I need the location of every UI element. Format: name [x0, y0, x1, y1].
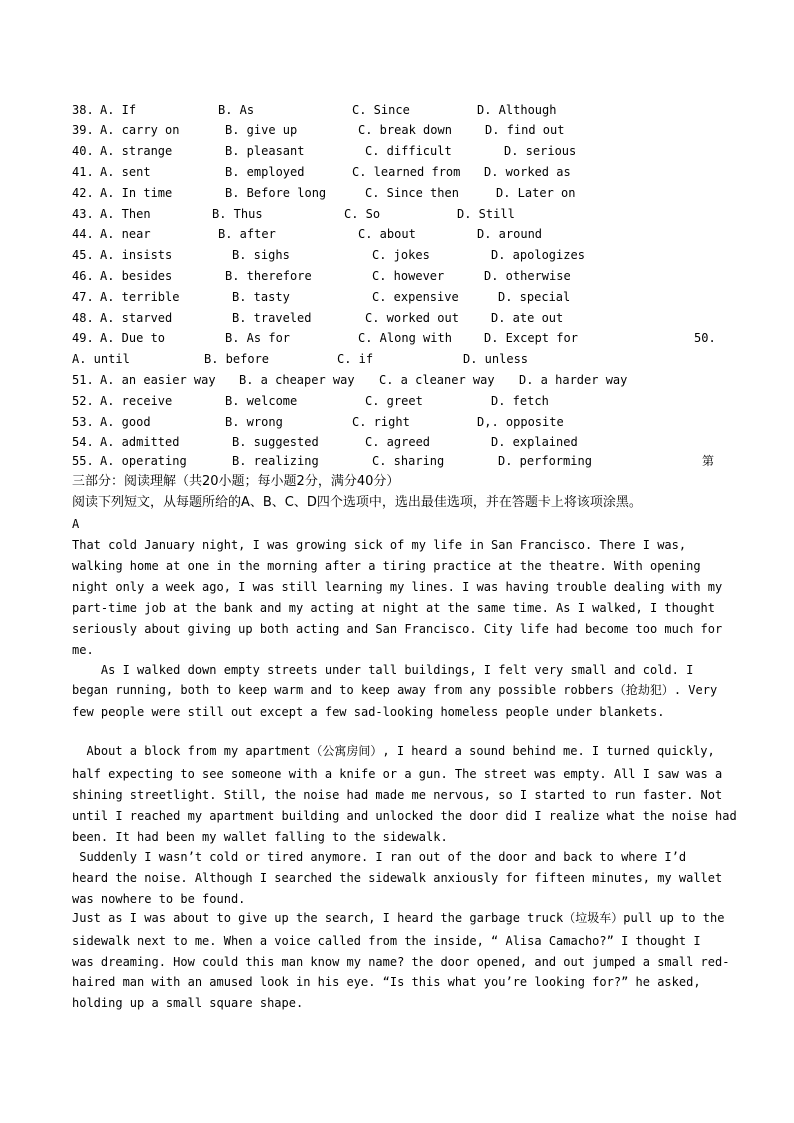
option-a: A. besides — [100, 269, 173, 283]
option-b: B. employed — [225, 165, 305, 179]
option-c: C. jokes — [372, 248, 430, 262]
option-b: B. As — [218, 103, 255, 117]
option-d: D. fetch — [491, 394, 549, 408]
option-a: A. Then — [100, 207, 151, 221]
question-number: 48. — [72, 311, 94, 325]
option-c: C. expensive — [372, 290, 459, 304]
option-a: A. receive — [100, 394, 173, 408]
option-c: C. agreed — [365, 435, 431, 449]
passage-line: was dreaming. How could this man know my name? the door opened, and out jumped a small red- — [72, 955, 730, 969]
question-number: 45. — [72, 248, 94, 262]
question-number: 43. — [72, 207, 94, 221]
option-a: A. an easier way — [100, 373, 216, 387]
option-d: D. serious — [504, 144, 577, 158]
option-c: C. Since — [352, 103, 410, 117]
question-number: 39. — [72, 123, 94, 137]
passage-line: That cold January night, I was growing sick of my life in San Francisco. There I was, — [72, 538, 687, 552]
option-d: D. Still — [457, 207, 515, 221]
option-b: B. As for — [225, 331, 291, 345]
option-a: A. insists — [100, 248, 173, 262]
option-d: D,. opposite — [477, 415, 564, 429]
option-b: B. Thus — [212, 207, 263, 221]
option-b: B. after — [218, 227, 276, 241]
option-c: C. Since then — [365, 186, 459, 200]
passage-line: half expecting to see someone with a knife or a gun. The street was empty. All I saw was a — [72, 767, 723, 781]
option-a: A. near — [100, 227, 151, 241]
passage-line: until I reached my apartment building and unlocked the door did I realize what the noise had — [72, 809, 737, 823]
question-number: 51. — [72, 373, 94, 387]
option-b: B. tasty — [232, 290, 290, 304]
option-d: D. Although — [477, 103, 557, 117]
question-number: 47. — [72, 290, 94, 304]
option-d: D. ate out — [491, 311, 564, 325]
passage-line: me. — [72, 643, 94, 657]
question-number: 41. — [72, 165, 94, 179]
question-number: 46. — [72, 269, 94, 283]
passage-line: part-time job at the bank and my acting at night at the same time. As I walked, I thought — [72, 601, 715, 615]
option-b: B. welcome — [225, 394, 298, 408]
option-c: C. So — [344, 207, 381, 221]
passage-line: As I walked down empty streets under tall buildings, I felt very small and cold. I — [72, 663, 694, 677]
option-c: C. about — [358, 227, 416, 241]
passage-line: walking home at one in the morning after a tiring practice at the theatre. With opening — [72, 559, 701, 573]
option-b: B. pleasant — [225, 144, 305, 158]
passage-line: Just as I was about to give up the search, I heard the garbage truck（垃圾车）pull up to the — [72, 911, 725, 925]
passage-label: A — [72, 517, 80, 531]
passage-line: About a block from my apartment（公寓房间）, I heard a sound behind me. I turned quickly, — [72, 744, 715, 758]
option-b: B. a cheaper way — [239, 373, 355, 387]
passage-line: heard the noise. Although I searched the sidewalk anxiously for fifteen minutes, my wallet — [72, 871, 723, 885]
option-a: A. starved — [100, 311, 173, 325]
option-d: D. a harder way — [519, 373, 628, 387]
passage-line: shining streetlight. Still, the noise had made me nervous, so I started to run faster. Not — [72, 788, 723, 802]
option-d: D. explained — [491, 435, 578, 449]
option-c: C. difficult — [365, 144, 452, 158]
option-a: A. In time — [100, 186, 173, 200]
question-number: 40. — [72, 144, 94, 158]
question-number: 52. — [72, 394, 94, 408]
passage-line: seriously about giving up both acting and San Francisco. City life had become too much for — [72, 622, 723, 636]
passage-line: haired man with an amused look in his eye. “Is this what you’re looking for?” he asked, — [72, 975, 701, 989]
option-b: B. wrong — [225, 415, 283, 429]
option-a: A. operating — [100, 454, 187, 468]
option-c: C. however — [372, 269, 445, 283]
option-c: C. break down — [358, 123, 452, 137]
option-a: A. terrible — [100, 290, 180, 304]
option-b: B. therefore — [225, 269, 312, 283]
option-b: B. give up — [225, 123, 298, 137]
option-a: A. sent — [100, 165, 151, 179]
passage-line: began running, both to keep warm and to keep away from any possible robbers（抢劫犯）. Very — [72, 683, 718, 697]
option-d: D. special — [498, 290, 571, 304]
option-b: B. Before long — [225, 186, 327, 200]
option-b: B. before — [204, 352, 270, 366]
option-a: A. good — [100, 415, 151, 429]
passage-line: few people were still out except a few sad-looking homeless people under blankets. — [72, 705, 665, 719]
option-a: A. admitted — [100, 435, 180, 449]
option-c: C. right — [352, 415, 410, 429]
option-c: C. Along with — [358, 331, 452, 345]
option-c: C. learned from — [352, 165, 461, 179]
option-c: C. sharing — [372, 454, 445, 468]
option-b: B. realizing — [232, 454, 319, 468]
passage-line: was nowhere to be found. — [72, 892, 246, 906]
option-a: A. until — [72, 352, 130, 366]
option-b: B. suggested — [232, 435, 319, 449]
option-d: D. find out — [485, 123, 565, 137]
option-b: B. sighs — [232, 248, 290, 262]
option-d: D. Later on — [496, 186, 576, 200]
passage-line: sidewalk next to me. When a voice called from the inside, “ Alisa Camacho?” I thought I — [72, 934, 701, 948]
passage-line: night only a week ago, I was still learning my lines. I was having trouble dealing with my — [72, 580, 723, 594]
option-d: D. performing — [498, 454, 592, 468]
option-d: D. unless — [463, 352, 529, 366]
section-heading-start: 第 — [702, 454, 715, 468]
section-instruction: 阅读下列短文，从每题所给的A、B、C、D四个选项中，选出最佳选项，并在答题卡上将该项涂黑。 — [72, 495, 642, 510]
passage-line: Suddenly I wasn’t cold or tired anymore. I ran out of the door and back to where I’d — [72, 850, 687, 864]
option-a: A. Due to — [100, 331, 166, 345]
option-c: C. if — [337, 352, 374, 366]
question-number-50: 50. — [694, 331, 716, 345]
option-a: A. carry on — [100, 123, 180, 137]
option-d: D. around — [477, 227, 543, 241]
option-b: B. traveled — [232, 311, 312, 325]
question-number: 44. — [72, 227, 94, 241]
question-number: 49. — [72, 331, 94, 345]
option-c: C. a cleaner way — [379, 373, 495, 387]
option-d: D. worked as — [484, 165, 571, 179]
option-d: D. otherwise — [484, 269, 571, 283]
option-c: C. worked out — [365, 311, 459, 325]
section-heading: 三部分：阅读理解（共20小题；每小题2分，满分40分） — [72, 474, 400, 489]
question-number: 55. — [72, 454, 94, 468]
passage-line: been. It had been my wallet falling to the sidewalk. — [72, 830, 448, 844]
question-number: 54. — [72, 435, 94, 449]
option-a: A. strange — [100, 144, 173, 158]
question-number: 42. — [72, 186, 94, 200]
question-number: 53. — [72, 415, 94, 429]
passage-line: holding up a small square shape. — [72, 996, 304, 1010]
question-number: 38. — [72, 103, 94, 117]
option-d: D. apologizes — [491, 248, 585, 262]
option-a: A. If — [100, 103, 137, 117]
option-d: D. Except for — [484, 331, 578, 345]
option-c: C. greet — [365, 394, 423, 408]
